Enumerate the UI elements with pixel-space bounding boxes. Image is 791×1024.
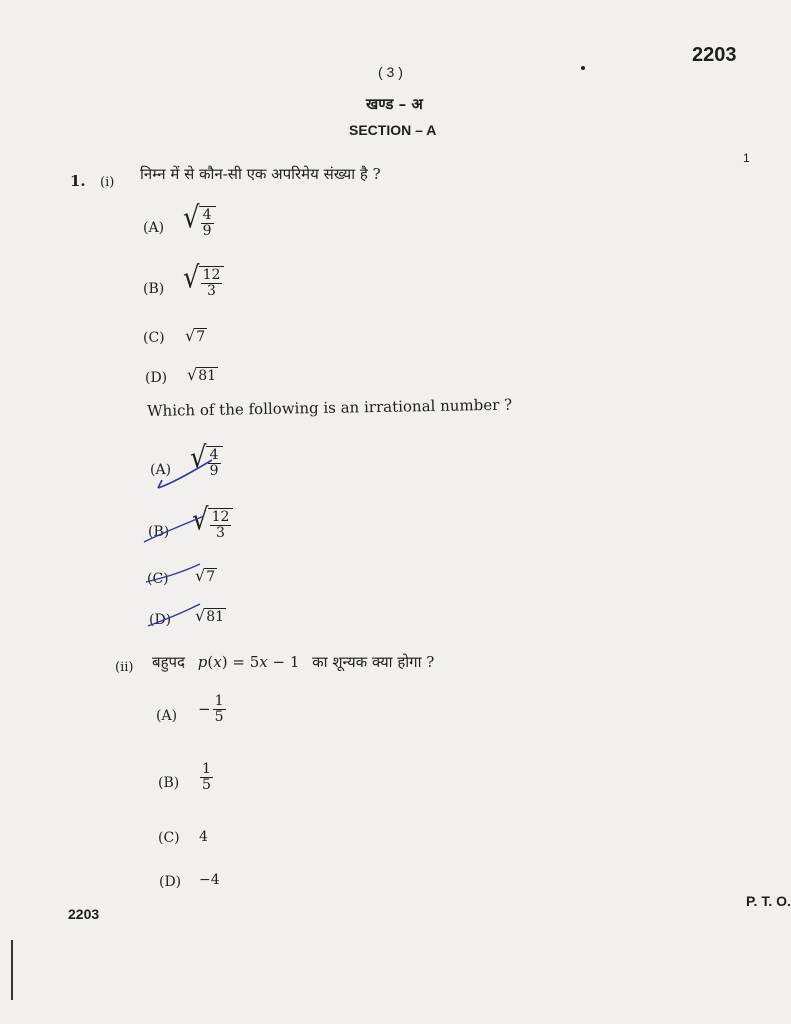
option-label: (D) [149,612,172,628]
option-label: (B) [143,281,165,297]
question-text-english: Which of the following is an irrational number ? [147,395,513,420]
fraction-denominator: 3 [216,524,225,541]
fraction-numerator: 1 [202,761,211,777]
pen-strike-marks [140,456,240,636]
radicand: 7 [206,569,216,585]
option-value-sqrt: √ 81 [195,606,225,625]
option-value-sqrt-fraction: √ $\frac{4}{9}$ [183,206,216,238]
radicand: 7 [196,329,206,345]
question-text-ii [152,652,434,672]
ink-dot [581,66,585,70]
part-label-i: (i) [100,175,115,190]
option-label: (C) [147,571,169,587]
option-value-sqrt: √ 7 [195,566,216,585]
option-value-sqrt-fraction: √ $\frac{4}{9}$ [190,446,223,478]
option-label: (B) [158,775,180,791]
page-number: ( 3 ) [378,64,403,80]
page-edge-line [11,940,13,1000]
option-value-sqrt: √ 7 [185,326,206,345]
minus-sign: − [198,700,211,719]
paper-code-footer: 2203 [68,906,100,922]
fraction-numerator: 4 [202,207,212,223]
option-label: (C) [158,830,180,846]
option-value-fraction [198,694,226,724]
option-value-sqrt-fraction: √ $\frac{12}{3}$ [183,266,224,298]
fraction-denominator: 9 [202,222,212,239]
option-label: (C) [143,330,165,346]
option-label: (D) [145,370,168,386]
question-text-hindi: निम्न में से कौन-सी एक अपरिमेय संख्या है ? [140,165,381,183]
option-value-sqrt: √ 81 [187,365,217,384]
fraction-denominator: 5 [202,776,211,793]
option-value: −4 [199,872,220,888]
radicand: 81 [206,609,225,625]
option-value: 4 [199,829,208,845]
option-label: (D) [159,874,182,890]
fraction-numerator: 12 [211,509,230,525]
option-label: (A) [143,220,165,236]
fraction-denominator: 9 [209,462,219,479]
poly-rhs: = 5 [227,653,260,671]
question-marks: 1 [743,151,750,165]
poly-tail: − 1 [267,653,300,671]
poly-x: x [213,653,222,671]
section-heading: SECTION – A [349,122,437,138]
page-turn-note: P. T. O. [746,893,791,909]
polynomial-expression: p(x) = 5x − 1 [197,653,300,671]
fraction-numerator: 4 [209,447,219,463]
fraction-numerator: 1 [214,693,224,709]
question-number: 1. [70,172,86,190]
poly-p: p [197,653,208,671]
radicand: 81 [198,368,217,384]
option-label: (A) [150,462,172,478]
fraction-denominator: 3 [207,282,216,299]
fraction-numerator: 12 [202,267,221,283]
fraction-denominator: 5 [214,708,224,725]
poly-x2: x [259,653,268,671]
question-text-suffix: का शून्यक क्या होगा ? [312,653,435,671]
option-label: (A) [156,708,178,724]
part-label-ii: (ii) [115,660,134,675]
option-value-fraction [200,762,213,792]
option-label: (B) [148,524,170,540]
question-text-prefix: बहुपद [152,653,186,671]
section-heading-hindi: खण्ड – अ [366,95,423,113]
option-value-sqrt-fraction: √ $\frac{12}{3}$ [192,508,233,540]
paper-code-top: 2203 [692,44,737,66]
